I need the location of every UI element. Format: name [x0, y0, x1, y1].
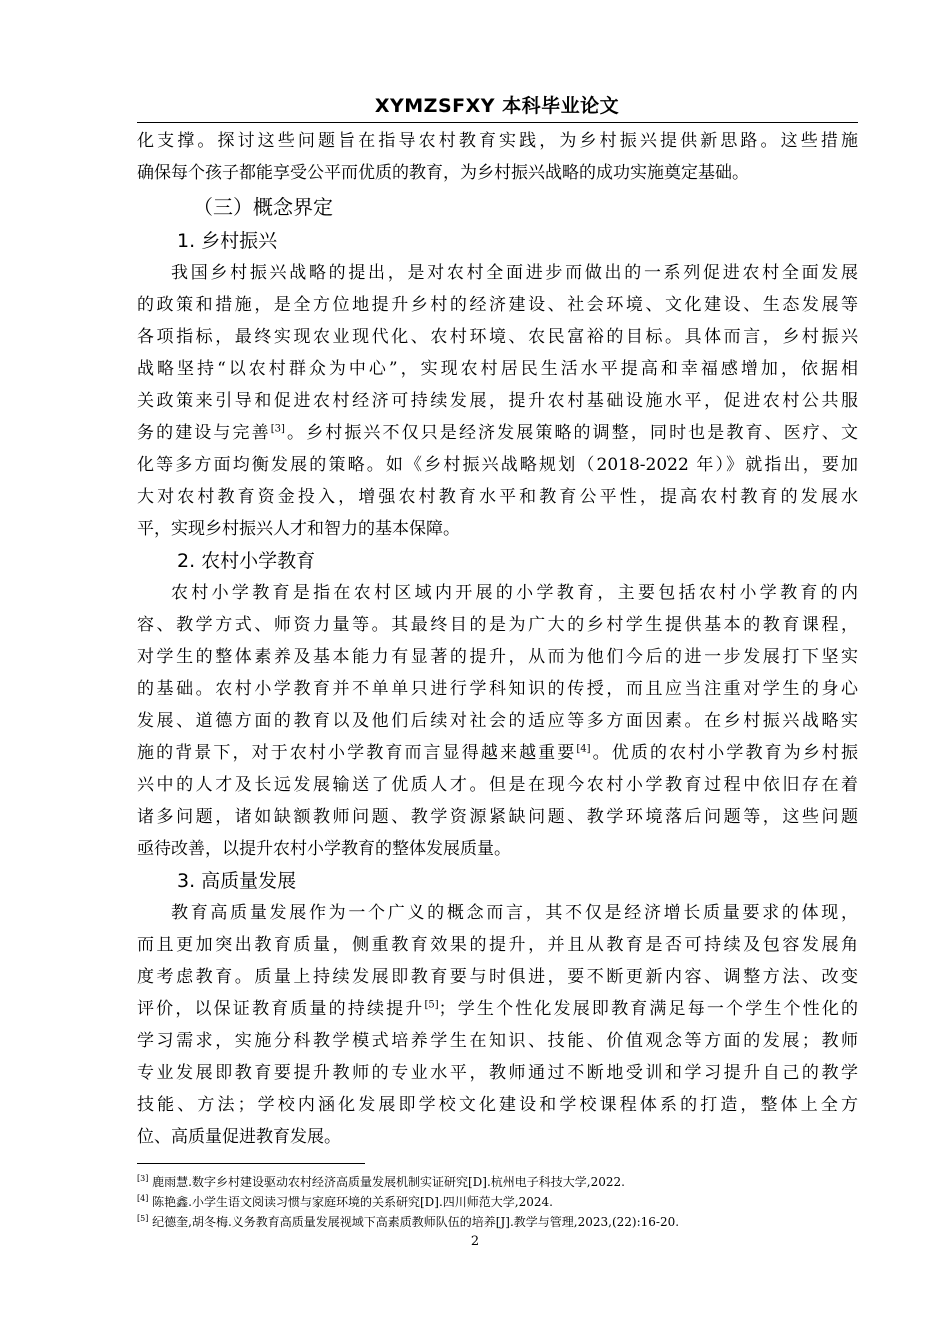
paragraph-line: 化支撑。探讨这些问题旨在指导农村教育实践，为乡村振兴提供新思路。这些措施 — [137, 131, 858, 151]
citation-ref[interactable]: [5] — [424, 999, 439, 1011]
paragraph-line: 战略坚持“以农村群众为中心”，实现农村居民生活水平提高和幸福感增加，依据相 — [137, 359, 858, 379]
paragraph-line: 容、教学方式、师资力量等。其最终目的是为广大的乡村学生提供基本的教育课程， — [137, 615, 858, 635]
paragraph-line: 诸多问题，诸如缺额教师问题、教学资源紧缺问题、教学环境落后问题等，这些问题 — [137, 807, 858, 827]
text-span: 务的建设与完善 — [137, 423, 271, 443]
paragraph-line: 而且更加突出教育质量，侧重教育效果的提升，并且从教育是否可持续及包容发展角 — [137, 935, 858, 955]
paragraph-line: 亟待改善，以提升农村小学教育的整体发展质量。 — [137, 839, 511, 859]
paragraph-line: 确保每个孩子都能享受公平而优质的教育，为乡村振兴战略的成功实施奠定基础。 — [137, 163, 749, 183]
paragraph-line — [137, 993, 858, 1025]
text-span: 评价，以保证教育质量的持续提升 — [137, 999, 425, 1019]
footnote-item — [137, 1192, 858, 1212]
footnote-text: 纪德奎,胡冬梅.义务教育高质量发展视域下高素质教师队伍的培养[J].教学与管理,2023,(22):16-20. — [152, 1215, 680, 1229]
citation-ref[interactable]: [4] — [576, 743, 591, 755]
paragraph-line — [137, 737, 858, 769]
text-span: 。优质的农村小学教育为乡村振 — [590, 743, 858, 763]
footnote-item — [137, 1172, 858, 1192]
paragraph-line: 对学生的整体素养及基本能力有显著的提升，从而为他们今后的进一步发展打下坚实 — [137, 647, 858, 667]
footnote-text: 鹿雨慧.数字乡村建设驱动农村经济高质量发展机制实证研究[D].杭州电子科技大学,2022. — [152, 1175, 625, 1189]
paragraph-line: 位、高质量促进教育发展。 — [137, 1127, 341, 1147]
page-header: XYMZSFXY 本科毕业论文 — [374, 95, 620, 117]
paragraph-line: 教育高质量发展作为一个广义的概念而言，其不仅是经济增长质量要求的体现， — [171, 903, 858, 923]
paragraph-line: 技能、方法；学校内涵化发展即学校文化建设和学校课程体系的打造，整体上全方 — [137, 1095, 858, 1115]
footnote-mark: [5] — [137, 1214, 149, 1223]
footnote-mark: [4] — [137, 1194, 149, 1203]
footnote-rule — [137, 1163, 365, 1164]
text-span: 。乡村振兴不仅只是经济发展策略的调整，同时也是教育、医疗、文 — [284, 423, 858, 443]
paragraph-line: 各项指标，最终实现农业现代化、农村环境、农民富裕的目标。具体而言，乡村振兴 — [137, 327, 858, 347]
footnotes — [137, 1172, 858, 1232]
paragraph-line: 兴中的人才及长远发展输送了优质人才。但是在现今农村小学教育过程中依旧存在着 — [137, 775, 858, 795]
paragraph-line: 的基础。农村小学教育并不单单只进行学科知识的传授，而且应当注重对学生的身心 — [137, 679, 858, 699]
footnote-item — [137, 1212, 858, 1232]
subsection-heading-rural-revitalization: 1. 乡村振兴 — [177, 230, 278, 252]
paragraph-line: 大对农村教育资金投入，增强农村教育水平和教育公平性，提高农村教育的发展水 — [137, 487, 858, 507]
paragraph-line: 化等多方面均衡发展的策略。如《乡村振兴战略规划（2018-2022 年）》就指出，要加 — [137, 455, 858, 475]
section-heading: （三）概念界定 — [193, 195, 333, 219]
subsection-heading-high-quality-development: 3. 高质量发展 — [177, 870, 297, 892]
footnote-mark: [3] — [137, 1174, 149, 1183]
paragraph-line: 发展、道德方面的教育以及他们后续对社会的适应等多方面因素。在乡村振兴战略实 — [137, 711, 858, 731]
paragraph-line: 平，实现乡村振兴人才和智力的基本保障。 — [137, 519, 460, 539]
paragraph-line: 的政策和措施，是全方位地提升乡村的经济建设、社会环境、文化建设、生态发展等 — [137, 295, 858, 315]
paragraph-line: 我国乡村振兴战略的提出，是对农村全面进步而做出的一系列促进农村全面发展 — [171, 263, 858, 283]
paragraph-line: 学习需求，实施分科教学模式培养学生在知识、技能、价值观念等方面的发展；教师 — [137, 1031, 858, 1051]
main-content — [137, 125, 858, 1153]
paragraph-line — [137, 417, 858, 449]
subsection-heading-rural-primary-education: 2. 农村小学教育 — [177, 550, 316, 572]
text-span: 施的背景下，对于农村小学教育而言显得越来越重要 — [137, 743, 577, 763]
paragraph-line: 关政策来引导和促进农村经济可持续发展，提升农村基础设施水平，促进农村公共服 — [137, 391, 858, 411]
footnote-text: 陈艳鑫.小学生语文阅读习惯与家庭环境的关系研究[D].四川师范大学,2024. — [152, 1195, 553, 1209]
paragraph-line: 专业发展即教育要提升教师的专业水平，教师通过不断地受训和学习提升自己的教学 — [137, 1063, 858, 1083]
paragraph-line: 农村小学教育是指在农村区域内开展的小学教育，主要包括农村小学教育的内 — [171, 583, 858, 603]
paragraph-line: 度考虑教育。质量上持续发展即教育要与时俱进，要不断更新内容、调整方法、改变 — [137, 967, 858, 987]
citation-ref[interactable]: [3] — [270, 423, 285, 435]
header-rule — [137, 122, 858, 123]
page-number: 2 — [470, 1234, 480, 1249]
text-span: ；学生个性化发展即教育满足每一个学生个性化的 — [438, 999, 858, 1019]
